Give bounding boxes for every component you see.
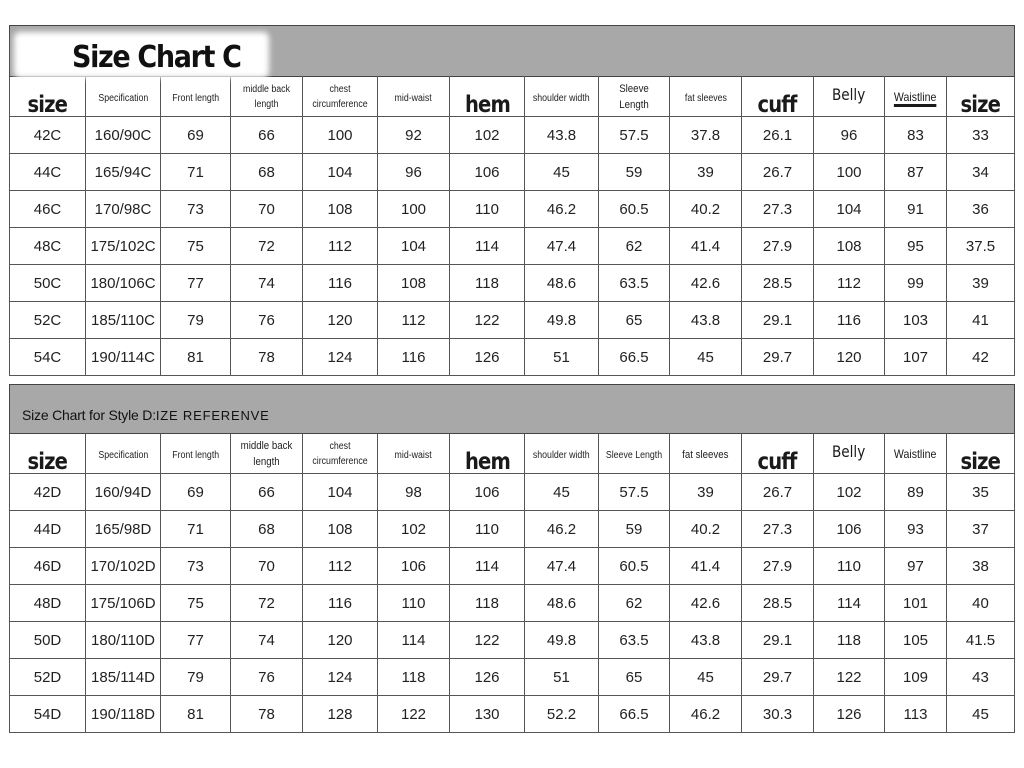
table-cell: 109 [885, 659, 947, 696]
col-header-middle-back-length: middle back length [231, 434, 303, 474]
table-cell: 60.5 [599, 548, 670, 585]
table-cell: 96 [378, 154, 450, 191]
header-row [10, 77, 1015, 117]
table-cell: 41.4 [670, 548, 742, 585]
table-row [10, 117, 1015, 154]
table-row [10, 302, 1015, 339]
table-cell: 37.5 [947, 228, 1015, 265]
table-cell: 102 [450, 117, 525, 154]
col-header-specification: Specification [86, 434, 161, 474]
table-cell: 73 [161, 548, 231, 585]
table-cell: 52.2 [525, 696, 599, 733]
table-cell: 98 [378, 474, 450, 511]
col-header-size-right: size [947, 434, 1015, 474]
table-cell: 112 [814, 265, 885, 302]
table-cell: 108 [378, 265, 450, 302]
table-cell: 46.2 [525, 191, 599, 228]
col-header-chest-circumference: chest circumference [303, 434, 378, 474]
table-cell: 77 [161, 622, 231, 659]
table-cell: 118 [450, 585, 525, 622]
table-cell: 29.7 [742, 339, 814, 376]
table-cell: 70 [231, 548, 303, 585]
table-cell: 66 [231, 474, 303, 511]
table-cell: 104 [378, 228, 450, 265]
table-cell: 165/98D [86, 511, 161, 548]
table-cell: 118 [814, 622, 885, 659]
col-header-fat-sleeves: fat sleeves [670, 434, 742, 474]
col-header-waistline: Waistline [885, 434, 947, 474]
table-cell: 99 [885, 265, 947, 302]
chart-d-subtitle: IZE REFERENVE [155, 408, 270, 423]
table-cell: 92 [378, 117, 450, 154]
table-cell: 122 [450, 302, 525, 339]
table-row [10, 154, 1015, 191]
table-cell: 96 [814, 117, 885, 154]
table-cell: 79 [161, 659, 231, 696]
table-cell: 104 [303, 474, 378, 511]
table-cell: 160/94D [86, 474, 161, 511]
table-cell: 116 [378, 339, 450, 376]
table-cell: 185/110C [86, 302, 161, 339]
col-header-size: size [10, 77, 86, 117]
size-chart-c [9, 25, 1015, 376]
table-cell: 48D [10, 585, 86, 622]
table-cell: 71 [161, 154, 231, 191]
table-cell: 46.2 [525, 511, 599, 548]
table-cell: 66 [231, 117, 303, 154]
table-cell: 52D [10, 659, 86, 696]
table-cell: 47.4 [525, 548, 599, 585]
table-cell: 89 [885, 474, 947, 511]
table-cell: 28.5 [742, 265, 814, 302]
table-cell: 122 [378, 696, 450, 733]
table-cell: 41.5 [947, 622, 1015, 659]
table-cell: 54C [10, 339, 86, 376]
table-cell: 65 [599, 302, 670, 339]
table-cell: 106 [814, 511, 885, 548]
table-cell: 44D [10, 511, 86, 548]
table-cell: 91 [885, 191, 947, 228]
table-cell: 126 [450, 659, 525, 696]
table-cell: 42 [947, 339, 1015, 376]
table-cell: 46D [10, 548, 86, 585]
table-body-d [10, 474, 1015, 733]
table-cell: 50D [10, 622, 86, 659]
table-cell: 102 [378, 511, 450, 548]
table-cell: 110 [450, 511, 525, 548]
table-cell: 29.7 [742, 659, 814, 696]
table-cell: 38 [947, 548, 1015, 585]
table-cell: 69 [161, 474, 231, 511]
table-cell: 108 [814, 228, 885, 265]
table-cell: 114 [378, 622, 450, 659]
table-cell: 102 [814, 474, 885, 511]
table-cell: 126 [814, 696, 885, 733]
table-row [10, 696, 1015, 733]
table-cell: 108 [303, 511, 378, 548]
chart-c-title: Size Chart C [72, 40, 241, 75]
table-cell: 47.4 [525, 228, 599, 265]
table-cell: 45 [525, 474, 599, 511]
table-cell: 113 [885, 696, 947, 733]
table-cell: 45 [670, 339, 742, 376]
table-cell: 42D [10, 474, 86, 511]
table-cell: 65 [599, 659, 670, 696]
table-cell: 114 [814, 585, 885, 622]
table-cell: 107 [885, 339, 947, 376]
col-header-chest-circumference: chest circumference [303, 77, 378, 117]
header-row [10, 434, 1015, 474]
table-cell: 54D [10, 696, 86, 733]
table-cell: 104 [303, 154, 378, 191]
table-cell: 170/102D [86, 548, 161, 585]
col-header-middle-back-length: middle back length [231, 77, 303, 117]
table-cell: 76 [231, 302, 303, 339]
table-cell: 26.7 [742, 154, 814, 191]
table-cell: 45 [525, 154, 599, 191]
size-chart-d [9, 384, 1015, 733]
size-table-c [9, 76, 1015, 376]
table-cell: 103 [885, 302, 947, 339]
table-cell: 41 [947, 302, 1015, 339]
col-header-size-right: size [947, 77, 1015, 117]
table-cell: 42C [10, 117, 86, 154]
table-cell: 122 [450, 622, 525, 659]
table-cell: 76 [231, 659, 303, 696]
table-cell: 50C [10, 265, 86, 302]
table-cell: 126 [450, 339, 525, 376]
table-cell: 28.5 [742, 585, 814, 622]
table-cell: 112 [378, 302, 450, 339]
chart-d-title-text: Size Chart for Style D: [22, 407, 156, 423]
table-cell: 116 [814, 302, 885, 339]
table-cell: 106 [450, 474, 525, 511]
table-cell: 27.9 [742, 548, 814, 585]
table-cell: 81 [161, 696, 231, 733]
table-cell: 120 [814, 339, 885, 376]
chart-d-title [22, 407, 270, 423]
table-cell: 69 [161, 117, 231, 154]
col-header-sleeve-length: Sleeve Length [599, 77, 670, 117]
table-cell: 43.8 [670, 622, 742, 659]
table-cell: 68 [231, 154, 303, 191]
table-cell: 160/90C [86, 117, 161, 154]
table-cell: 114 [450, 228, 525, 265]
table-cell: 87 [885, 154, 947, 191]
table-cell: 72 [231, 585, 303, 622]
table-cell: 120 [303, 622, 378, 659]
table-cell: 120 [303, 302, 378, 339]
table-cell: 118 [378, 659, 450, 696]
table-cell: 97 [885, 548, 947, 585]
table-cell: 43 [947, 659, 1015, 696]
table-cell: 63.5 [599, 265, 670, 302]
table-cell: 74 [231, 622, 303, 659]
table-cell: 49.8 [525, 622, 599, 659]
table-cell: 128 [303, 696, 378, 733]
table-cell: 77 [161, 265, 231, 302]
table-cell: 26.7 [742, 474, 814, 511]
col-header-mid-waist: mid-waist [378, 77, 450, 117]
table-cell: 112 [303, 228, 378, 265]
col-header-front-length: Front length [161, 434, 231, 474]
table-cell: 41.4 [670, 228, 742, 265]
table-cell: 130 [450, 696, 525, 733]
table-row [10, 265, 1015, 302]
table-cell: 74 [231, 265, 303, 302]
table-cell: 42.6 [670, 585, 742, 622]
table-cell: 110 [378, 585, 450, 622]
table-cell: 48C [10, 228, 86, 265]
table-row [10, 339, 1015, 376]
table-cell: 106 [450, 154, 525, 191]
table-cell: 63.5 [599, 622, 670, 659]
table-cell: 122 [814, 659, 885, 696]
table-cell: 75 [161, 585, 231, 622]
table-cell: 78 [231, 339, 303, 376]
table-cell: 40 [947, 585, 1015, 622]
table-cell: 27.3 [742, 191, 814, 228]
table-cell: 170/98C [86, 191, 161, 228]
table-cell: 180/110D [86, 622, 161, 659]
table-row [10, 228, 1015, 265]
chart-c-banner [9, 25, 1015, 76]
col-header-belly: Belly [814, 77, 885, 117]
table-row [10, 622, 1015, 659]
table-cell: 106 [378, 548, 450, 585]
table-cell: 27.9 [742, 228, 814, 265]
col-header-hem: hem [450, 434, 525, 474]
table-cell: 78 [231, 696, 303, 733]
table-cell: 104 [814, 191, 885, 228]
table-cell: 57.5 [599, 117, 670, 154]
table-cell: 62 [599, 228, 670, 265]
col-header-mid-waist: mid-waist [378, 434, 450, 474]
table-cell: 110 [450, 191, 525, 228]
table-cell: 190/118D [86, 696, 161, 733]
table-cell: 59 [599, 511, 670, 548]
table-cell: 180/106C [86, 265, 161, 302]
table-cell: 71 [161, 511, 231, 548]
col-header-specification: Specification [86, 77, 161, 117]
col-header-cuff: cuff [742, 77, 814, 117]
table-cell: 39 [947, 265, 1015, 302]
table-row [10, 659, 1015, 696]
table-cell: 73 [161, 191, 231, 228]
table-cell: 190/114C [86, 339, 161, 376]
table-cell: 48.6 [525, 265, 599, 302]
table-body-c [10, 117, 1015, 376]
table-cell: 75 [161, 228, 231, 265]
table-cell: 33 [947, 117, 1015, 154]
table-cell: 118 [450, 265, 525, 302]
table-cell: 66.5 [599, 696, 670, 733]
table-cell: 42.6 [670, 265, 742, 302]
table-cell: 116 [303, 585, 378, 622]
table-cell: 124 [303, 339, 378, 376]
table-cell: 81 [161, 339, 231, 376]
table-row [10, 511, 1015, 548]
table-cell: 83 [885, 117, 947, 154]
table-cell: 52C [10, 302, 86, 339]
table-row [10, 548, 1015, 585]
col-header-front-length: Front length [161, 77, 231, 117]
table-cell: 40.2 [670, 511, 742, 548]
table-cell: 105 [885, 622, 947, 659]
chart-d-banner [9, 384, 1015, 433]
table-cell: 29.1 [742, 622, 814, 659]
table-cell: 45 [947, 696, 1015, 733]
table-cell: 185/114D [86, 659, 161, 696]
table-cell: 35 [947, 474, 1015, 511]
table-cell: 62 [599, 585, 670, 622]
table-cell: 43.8 [525, 117, 599, 154]
table-cell: 59 [599, 154, 670, 191]
table-cell: 124 [303, 659, 378, 696]
table-cell: 116 [303, 265, 378, 302]
table-cell: 114 [450, 548, 525, 585]
col-header-hem: hem [450, 77, 525, 117]
col-header-sleeve-length: Sleeve Length [599, 434, 670, 474]
table-cell: 30.3 [742, 696, 814, 733]
table-cell: 29.1 [742, 302, 814, 339]
table-cell: 72 [231, 228, 303, 265]
table-cell: 43.8 [670, 302, 742, 339]
table-cell: 46C [10, 191, 86, 228]
table-cell: 100 [303, 117, 378, 154]
table-cell: 100 [814, 154, 885, 191]
table-cell: 45 [670, 659, 742, 696]
table-cell: 93 [885, 511, 947, 548]
table-cell: 110 [814, 548, 885, 585]
col-header-shoulder-width: shoulder width [525, 434, 599, 474]
table-cell: 175/102C [86, 228, 161, 265]
table-cell: 36 [947, 191, 1015, 228]
table-cell: 112 [303, 548, 378, 585]
col-header-shoulder-width: shoulder width [525, 77, 599, 117]
col-header-waistline: Waistline [885, 77, 947, 117]
table-cell: 95 [885, 228, 947, 265]
table-cell: 66.5 [599, 339, 670, 376]
table-cell: 51 [525, 659, 599, 696]
table-cell: 70 [231, 191, 303, 228]
table-cell: 175/106D [86, 585, 161, 622]
col-header-belly: Belly [814, 434, 885, 474]
table-cell: 39 [670, 474, 742, 511]
table-cell: 37.8 [670, 117, 742, 154]
table-cell: 60.5 [599, 191, 670, 228]
col-header-fat-sleeves: fat sleeves [670, 77, 742, 117]
table-cell: 68 [231, 511, 303, 548]
table-cell: 51 [525, 339, 599, 376]
table-cell: 49.8 [525, 302, 599, 339]
table-cell: 46.2 [670, 696, 742, 733]
table-cell: 100 [378, 191, 450, 228]
table-cell: 27.3 [742, 511, 814, 548]
table-cell: 165/94C [86, 154, 161, 191]
table-cell: 101 [885, 585, 947, 622]
table-row [10, 191, 1015, 228]
table-cell: 34 [947, 154, 1015, 191]
table-cell: 44C [10, 154, 86, 191]
table-row [10, 474, 1015, 511]
size-table-d [9, 433, 1015, 733]
table-cell: 37 [947, 511, 1015, 548]
table-cell: 57.5 [599, 474, 670, 511]
col-header-cuff: cuff [742, 434, 814, 474]
table-cell: 48.6 [525, 585, 599, 622]
table-row [10, 585, 1015, 622]
table-cell: 40.2 [670, 191, 742, 228]
table-cell: 26.1 [742, 117, 814, 154]
table-cell: 79 [161, 302, 231, 339]
col-header-size: size [10, 434, 86, 474]
table-cell: 108 [303, 191, 378, 228]
table-cell: 39 [670, 154, 742, 191]
